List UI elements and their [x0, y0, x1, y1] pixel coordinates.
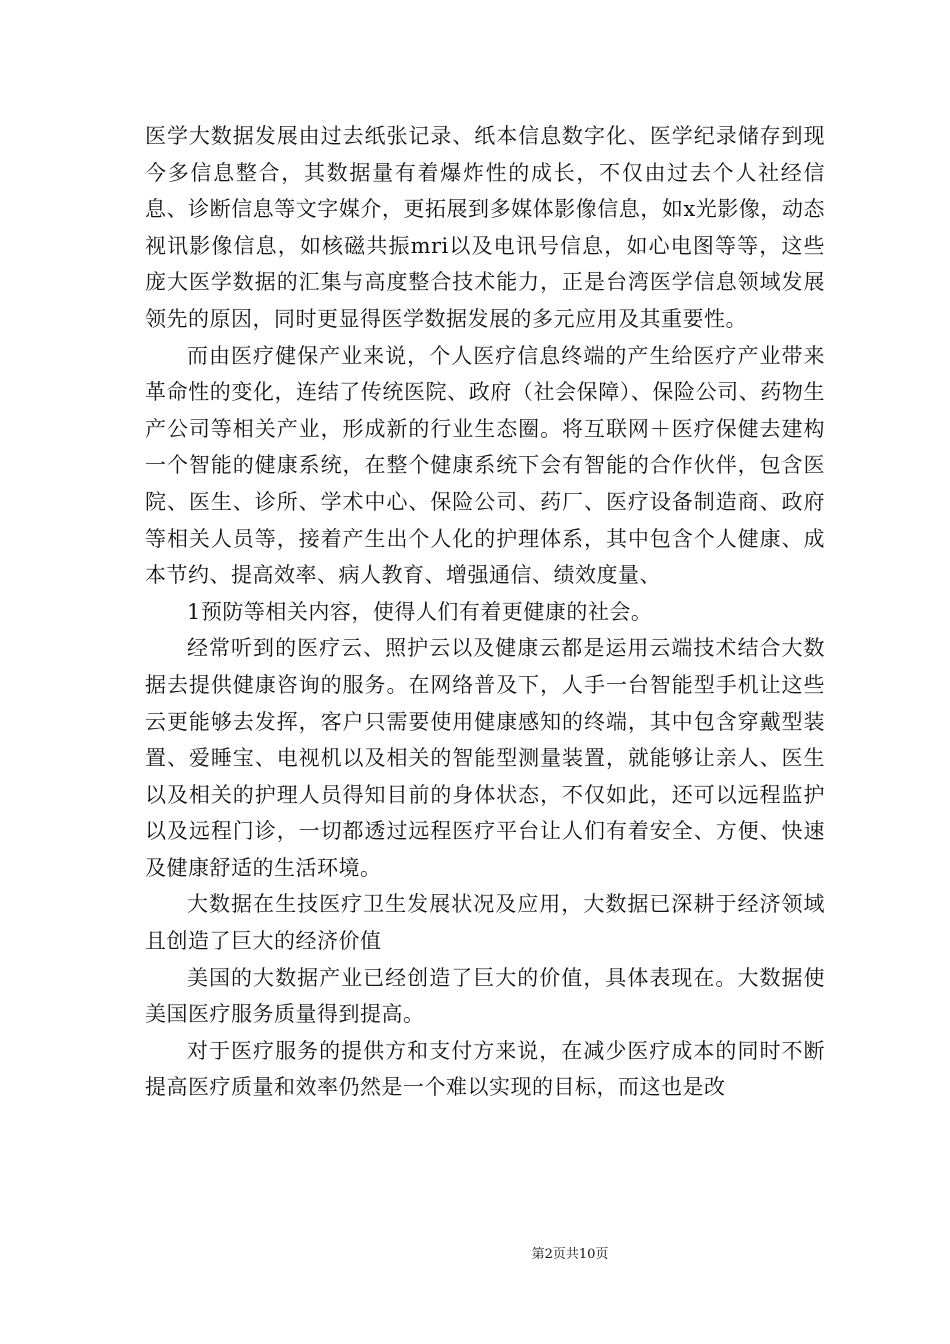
- paragraph-6: 美国的大数据产业已经创造了巨大的价值，具体表现在。大数据使美国医疗服务质量得到提高。: [145, 965, 825, 1027]
- paragraph-4: 经常听到的医疗云、照护云以及健康云都是运用云端技术结合大数据去提供健康咨询的服务。在网络普及下，人手一台智能型手机让这些云更能够去发挥，客户只需要使用健康感知的终端，其中包含穿戴型装置、爱睡宝、电视机以及相关的智能型测量装置，就能够让亲人、医生以及相关的护理人员得知目前的身体状态，不仅如此，还可以远程监护以及远程门诊，一切都透过远程医疗平台让人们有着安全、方便、快速及健康舒适的生活环境。: [145, 636, 825, 880]
- paragraph-3: 1预防等相关内容，使得人们有着更健康的社会。: [187, 599, 653, 624]
- body-text: [145, 118, 825, 1106]
- paragraph-1: 医学大数据发展由过去纸张记录、纸本信息数字化、医学纪录储存到现今多信息整合，其数据量有着爆炸性的成长，不仅由过去个人社经信息、诊断信息等文字媒介，更拓展到多媒体影像信息，如x光影像，动态视讯影像信息，如核磁共振mri以及电讯号信息，如心电图等等，这些庞大医学数据的汇集与高度整合技术能力，正是台湾医学信息领域发展领先的原因，同时更显得医学数据发展的多元应用及其重要性。: [145, 124, 825, 331]
- paragraph-5: 大数据在生技医疗卫生发展状况及应用，大数据已深耕于经济领域且创造了巨大的经济价值: [145, 892, 825, 954]
- paragraph-7: 对于医疗服务的提供方和支付方来说，在减少医疗成本的同时不断提高医疗质量和效率仍然是一个难以实现的目标，而这也是改: [145, 1038, 825, 1100]
- paragraph-2: 而由医疗健保产业来说，个人医疗信息终端的产生给医疗产业带来革命性的变化，连结了传统医院、政府（社会保障）、保险公司、药物生产公司等相关产业，形成新的行业生态圈。将互联网＋医疗保健去建构一个智能的健康系统，在整个健康系统下会有智能的合作伙伴，包含医院、医生、诊所、学术中心、保险公司、药厂、医疗设备制造商、政府等相关人员等，接着产生出个人化的护理体系，其中包含个人健康、成本节约、提高效率、病人教育、增强通信、绩效度量、: [145, 343, 825, 588]
- page-number-footer: 第2页共10页: [531, 1247, 609, 1262]
